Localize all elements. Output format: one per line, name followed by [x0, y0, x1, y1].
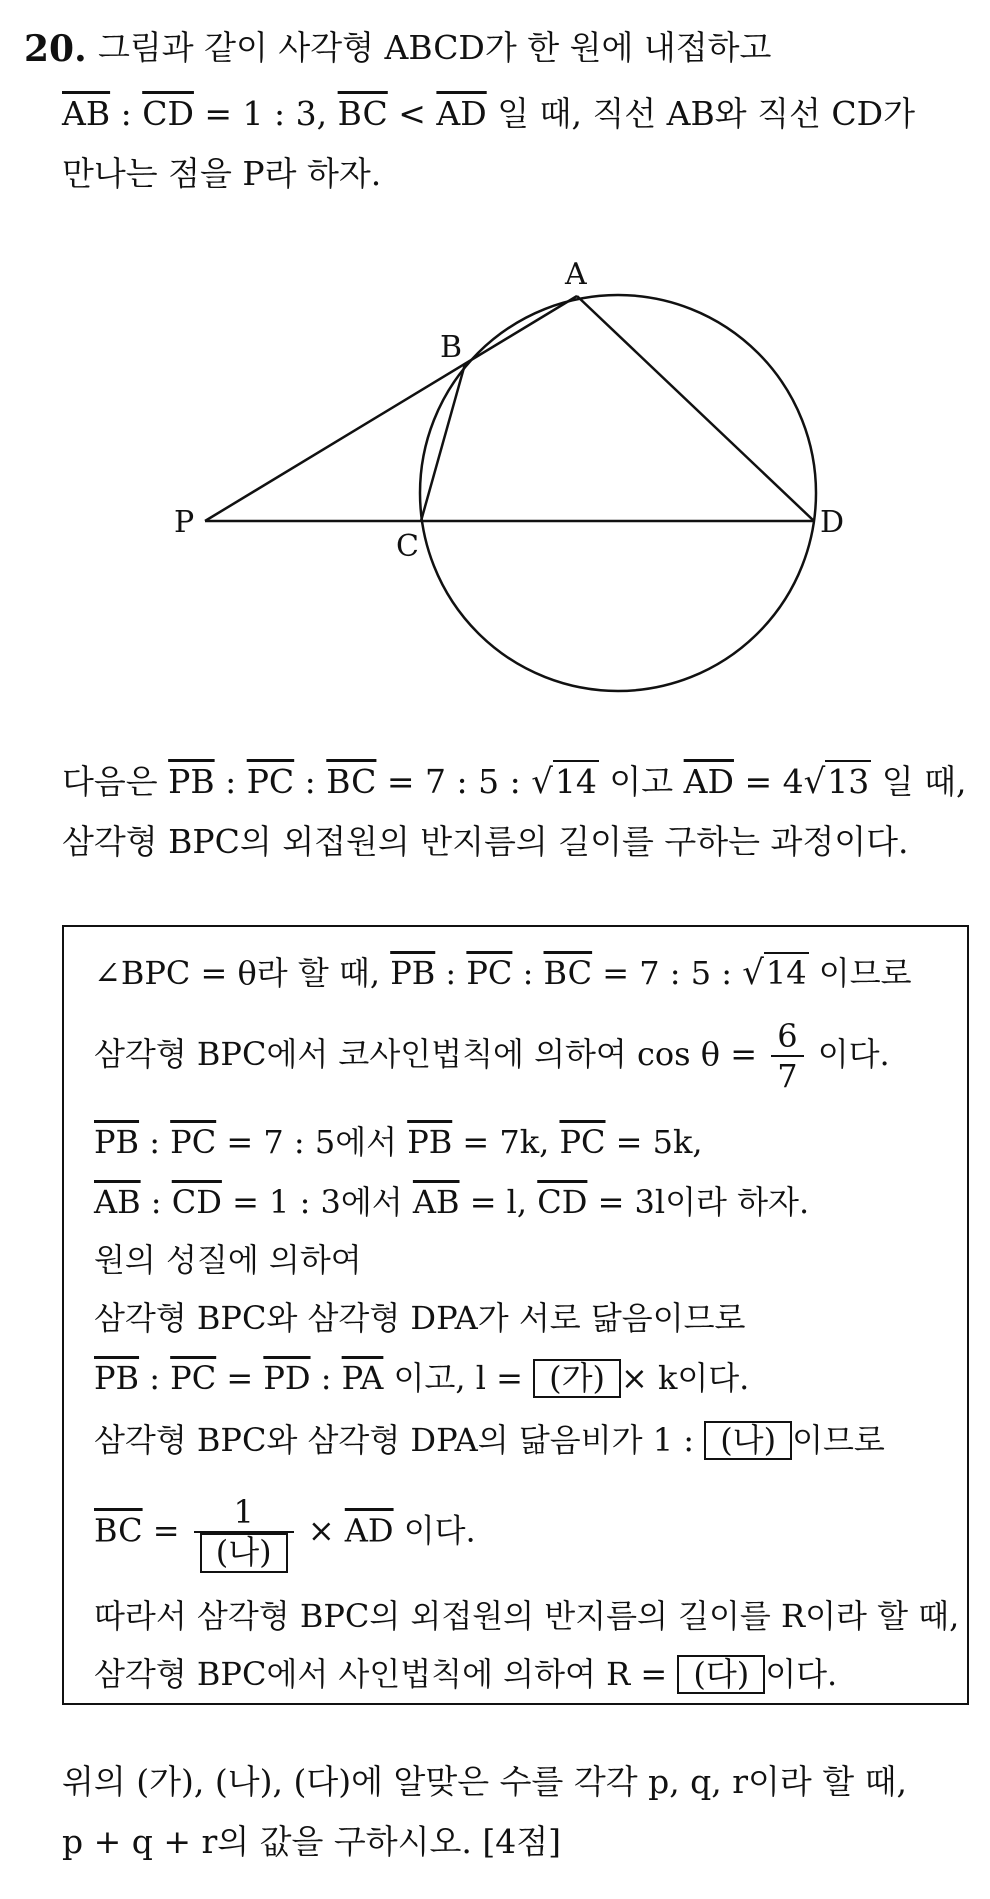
fraction-numerator: 1 [194, 1493, 294, 1533]
box-line-10: 따라서 삼각형 BPC의 외접원의 반지름의 길이를 R이라 할 때, [94, 1597, 960, 1635]
segment-bc: $\overline{BC}$ [543, 954, 593, 992]
sqrt-13: √13 [803, 762, 870, 802]
label-a: A [565, 257, 587, 292]
intro-post: 일 때, [871, 762, 967, 801]
label-p: P [174, 505, 195, 540]
segment-ad: $\overline{AD}$ [683, 762, 734, 801]
geometry-figure [0, 240, 990, 710]
segment-pb: $\overline{PB}$ [94, 1359, 140, 1397]
box-ratio: = 7 : 5 : [592, 954, 743, 992]
segment-pd: $\overline{PD}$ [263, 1359, 311, 1397]
segment-bc: $\overline{BC}$ [326, 762, 377, 801]
times-sign: × [307, 1511, 345, 1550]
segment-pb: $\overline{PB}$ [94, 1123, 140, 1161]
line-p-a [205, 296, 577, 521]
sqrt-13-radicand: 13 [827, 762, 870, 801]
segment-a-d [577, 296, 814, 521]
intro-ratio: = 7 : 5 : [376, 762, 532, 801]
problem-statement-line-1: 그림과 같이 사각형 ABCD가 한 원에 내접하고 [98, 28, 772, 67]
box-line-3: $\overline{PB}$ : $\overline{PC} = 7$ : 5에서 $\overline{PB} = 7k$, $\overline{PC} = 5k$, [94, 1123, 703, 1161]
segment-pc: $\overline{PC}$ [559, 1123, 606, 1161]
segment-ad: $\overline{AD}$ [344, 1511, 394, 1550]
box-line-6: 삼각형 BPC와 삼각형 DPA가 서로 닮음이므로 [94, 1299, 746, 1337]
solution-box [62, 925, 969, 1705]
segment-cd: $\overline{CD}$ [537, 1183, 588, 1221]
fraction-denominator: 7 [777, 1057, 798, 1096]
cosine-law-text: 삼각형 BPC에서 코사인법칙에 의하여 cos θ = [94, 1034, 758, 1073]
intro-prefix: 다음은 [62, 762, 158, 801]
angle-def: ∠BPC = θ라 할 때, [94, 954, 381, 992]
segment-pc: $\overline{PC}$ [170, 1123, 217, 1161]
segment-pc: $\overline{PC}$ [466, 954, 513, 992]
problem-statement-line-3: 만나는 점을 P라 하자. [62, 154, 382, 193]
sqrt-14: √14 [742, 953, 807, 993]
segment-pb: $\overline{PB}$ [390, 954, 436, 992]
box-line-7-post: × k이다. [620, 1359, 750, 1397]
condition-tail: 일 때, 직선 AB와 직선 CD가 [486, 94, 915, 133]
sqrt-14: √14 [531, 762, 597, 802]
segment-pa: $\overline{PA}$ [341, 1359, 384, 1397]
ab-eq: = l, [459, 1183, 538, 1221]
segment-cd: $\overline{CD}$ [171, 1183, 222, 1221]
intro-mid: 이고 [598, 762, 674, 801]
box-line-9 [94, 1493, 476, 1573]
box-line-5: 원의 성질에 의하여 [94, 1241, 362, 1279]
segment-ad: $\overline{AD}$ [436, 94, 487, 133]
box-line-1-post: 이므로 [808, 954, 912, 992]
box-line-11-post: 이다. [765, 1655, 838, 1693]
box-line-1: ∠BPC = θ라 할 때, $\overline{PB}$ : $\overline{PC}$ : $\overline{BC} = 7$ : 5 : √14 이므로 [94, 953, 912, 993]
box-line-8-post: 이므로 [792, 1421, 885, 1459]
blank-da: (다) [677, 1655, 765, 1694]
box-line-2-post: 이다. [817, 1034, 890, 1073]
segment-pb: $\overline{PB}$ [407, 1123, 453, 1161]
box-line-3-ratio: = 7 : 5에서 [216, 1123, 408, 1161]
intro-line-2: 삼각형 BPC의 외접원의 반지름의 길이를 구하는 과정이다. [62, 822, 909, 861]
problem-statement-line-2: $\overline{AB}$ : $\overline{CD} = 1$ : 3, $\overline{BC} < \overline{AD}$ 일 때, 직선 AB와 직선 CD가 [62, 94, 915, 133]
segment-bc: $\overline{BC}$ [337, 94, 388, 133]
sine-law-text: 삼각형 BPC에서 사인법칙에 의하여 R = [94, 1655, 668, 1693]
fraction-denominator [194, 1533, 294, 1572]
segment-cd: $\overline{CD}$ [142, 94, 194, 133]
box-line-8 [94, 1421, 885, 1460]
ad-value: = 4 [733, 762, 804, 801]
blank-ga: (가) [533, 1359, 621, 1398]
box-line-4-ratio: = 1 : 3에서 [221, 1183, 413, 1221]
box-line-2 [94, 1017, 890, 1096]
box-line-11 [94, 1655, 837, 1694]
sqrt-14-radicand: 14 [554, 762, 597, 801]
fraction-6-7 [771, 1017, 803, 1096]
box-line-9-post: 이다. [393, 1511, 476, 1550]
question-line-1: 위의 (가), (나), (다)에 알맞은 수를 각각 p, q, r이라 할 때, [62, 1762, 908, 1801]
segment-ab: $\overline{AB}$ [94, 1183, 141, 1221]
less-than: < [387, 94, 437, 133]
pc-eq: = 5k, [605, 1123, 703, 1161]
segment-pc: $\overline{PC}$ [170, 1359, 217, 1397]
ratio-text: = 1 : 3, [193, 94, 328, 133]
segment-bc: $\overline{BC}$ [94, 1511, 143, 1550]
bc-eq: = [142, 1511, 180, 1550]
blank-na-denominator: (나) [200, 1533, 288, 1572]
pb-eq: = 7k, [452, 1123, 560, 1161]
problem-number: 20. [24, 28, 87, 70]
segment-ab: $\overline{AB}$ [412, 1183, 460, 1221]
fraction-1-over-na [194, 1493, 294, 1573]
intro-line-1: 다음은 $\overline{PB}$ : $\overline{PC}$ : $\overline{BC} = 7$ : 5 : √14 이고 $\overline{AD} = 4√13$ 일 때, [62, 762, 967, 802]
blank-na: (나) [704, 1421, 792, 1460]
box-line-7: $\overline{PB}$ : $\overline{PC} = \overline{PD}$ : $\overline{PA}$ 이고, l = (가) × k이다. [94, 1359, 750, 1397]
box-line-7-mid: 이고, l = [383, 1359, 523, 1397]
segment-pc: $\overline{PC}$ [246, 762, 295, 801]
label-b: B [440, 330, 463, 365]
cd-eq: = 3l이라 하자. [587, 1183, 810, 1221]
sqrt-14-radicand: 14 [765, 954, 807, 992]
similarity-ratio-text: 삼각형 BPC와 삼각형 DPA의 닮음비가 1 : [94, 1421, 695, 1459]
fraction-numerator: 6 [771, 1017, 803, 1057]
label-c: C [396, 529, 419, 564]
question-line-2: p + q + r의 값을 구하시오. [4점] [62, 1822, 562, 1861]
box-line-4: $\overline{AB}$ : $\overline{CD} = 1$ : 3에서 $\overline{AB} = l$, $\overline{CD} = 3l$이라 하자. [94, 1183, 810, 1221]
label-d: D [820, 505, 845, 540]
segment-ab: $\overline{AB}$ [62, 94, 111, 133]
segment-pb: $\overline{PB}$ [168, 762, 215, 801]
